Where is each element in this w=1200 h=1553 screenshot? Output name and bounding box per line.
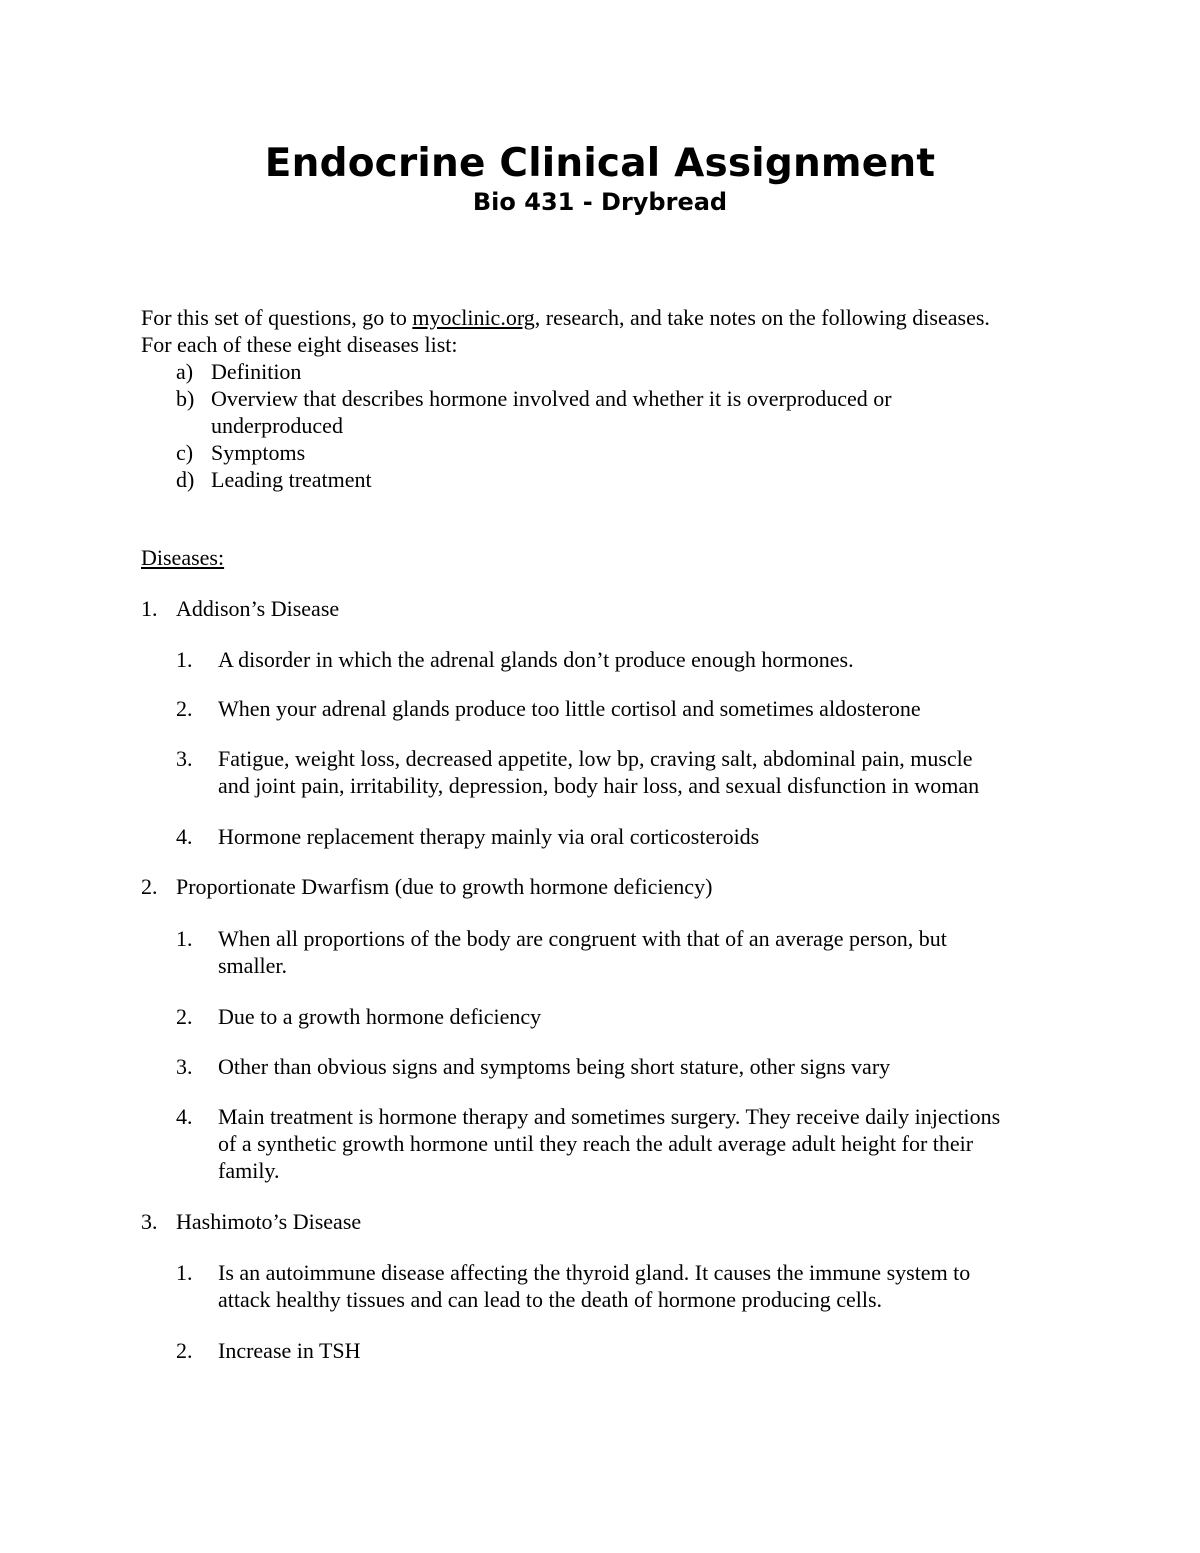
item-text: Other than obvious signs and symptoms being short stature, other signs vary (218, 1054, 891, 1079)
item-number: 1. (176, 647, 193, 672)
intro-line-1 (141, 304, 990, 331)
item-text: When your adrenal glands produce too little cortisol and sometimes aldosterone (218, 696, 921, 721)
item-text-cont: attack healthy tissues and can lead to the death of hormone producing cells. (218, 1287, 883, 1312)
criteria-marker: c) (176, 440, 194, 465)
intro-line-2: For each of these eight diseases list: (141, 332, 458, 357)
item-number: 1. (176, 1260, 193, 1285)
document-subtitle: Bio 431 - Drybread (472, 188, 728, 216)
disease-number: 3. (141, 1209, 158, 1234)
item-number: 3. (176, 746, 193, 771)
item-text-cont: and joint pain, irritability, depression, body hair loss, and sexual disfunction in woman (218, 773, 980, 798)
disease-name: Hashimoto’s Disease (176, 1209, 362, 1234)
item-number: 2. (176, 1338, 193, 1363)
item-number: 1. (176, 926, 193, 951)
criteria-item-symptoms: Symptoms (211, 440, 306, 465)
criteria-item-overview: Overview that describes hormone involved and whether it is overproduced or (211, 386, 892, 411)
item-number: 2. (176, 696, 193, 721)
criteria-marker: b) (176, 386, 195, 411)
item-text: Main treatment is hormone therapy and sometimes surgery. They receive daily injections (218, 1104, 1001, 1129)
criteria-marker: d) (176, 467, 195, 492)
disease-number: 1. (141, 596, 158, 621)
item-text: Hormone replacement therapy mainly via oral corticosteroids (218, 824, 760, 849)
diseases-heading: Diseases: (141, 545, 225, 570)
item-text-cont: smaller. (218, 953, 288, 978)
criteria-marker: a) (176, 359, 194, 384)
intro-text-before-link: For this set of questions, go to (141, 305, 413, 330)
item-number: 3. (176, 1054, 193, 1079)
disease-number: 2. (141, 874, 158, 899)
myoclinic-link[interactable]: myoclinic.org (412, 305, 535, 330)
item-text-cont: family. (218, 1158, 280, 1183)
document-title: Endocrine Clinical Assignment (264, 141, 936, 186)
item-text: Due to a growth hormone deficiency (218, 1004, 542, 1029)
disease-name: Addison’s Disease (176, 596, 340, 621)
criteria-item-definition: Definition (211, 359, 302, 384)
item-text: When all proportions of the body are congruent with that of an average person, but (218, 926, 947, 951)
item-text-cont: of a synthetic growth hormone until they reach the adult average adult height for their (218, 1131, 974, 1156)
item-text: Is an autoimmune disease affecting the thyroid gland. It causes the immune system to (218, 1260, 971, 1285)
intro-text-after-link: , research, and take notes on the following diseases. (534, 305, 990, 330)
disease-name: Proportionate Dwarfism (due to growth hormone deficiency) (176, 874, 713, 899)
item-number: 2. (176, 1004, 193, 1029)
item-text: A disorder in which the adrenal glands don’t produce enough hormones. (218, 647, 854, 672)
item-text: Fatigue, weight loss, decreased appetite, low bp, craving salt, abdominal pain, muscle (218, 746, 973, 771)
item-number: 4. (176, 1104, 193, 1129)
item-number: 4. (176, 824, 193, 849)
criteria-item-treatment: Leading treatment (211, 467, 372, 492)
criteria-item-overview-cont: underproduced (211, 413, 343, 438)
item-text: Increase in TSH (218, 1338, 361, 1363)
